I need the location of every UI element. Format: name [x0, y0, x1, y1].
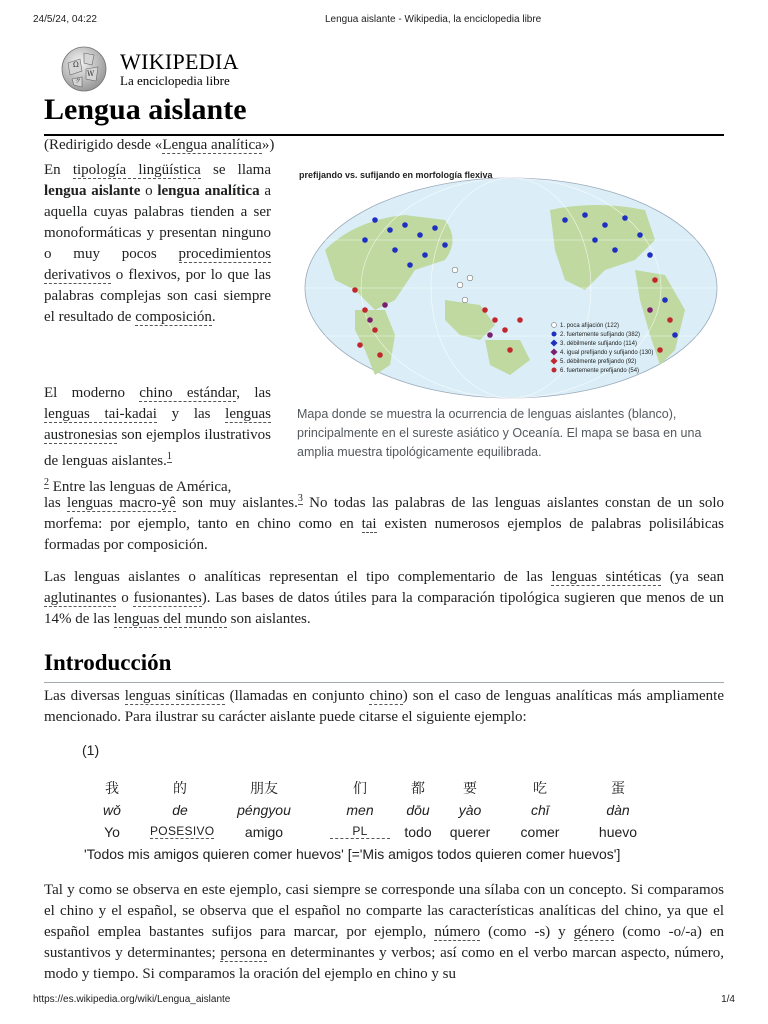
- footnote-2[interactable]: 2: [44, 477, 49, 488]
- gloss-hanzi-2: 朋友: [250, 780, 278, 796]
- section-heading-introduccion: Introducción: [44, 650, 172, 675]
- gloss-hanzi-3: 们: [353, 780, 367, 796]
- footnote-1[interactable]: 1: [166, 451, 172, 462]
- gloss-hanzi-5: 要: [463, 780, 477, 796]
- gloss-hanzi-7: 蛋: [611, 780, 625, 796]
- gloss-pinyin-7: dàn: [606, 802, 630, 818]
- gloss-spanish-3[interactable]: PL: [330, 824, 390, 839]
- link-chino[interactable]: chino: [369, 688, 403, 704]
- gloss-spanish-7: huevo: [598, 824, 638, 840]
- gloss-pinyin-2: péngyou: [237, 802, 291, 818]
- gloss-hanzi-0: 我: [105, 780, 119, 796]
- svg-text:Ω: Ω: [73, 61, 79, 69]
- link-lenguas-del-mundo[interactable]: lenguas del mundo: [113, 611, 227, 627]
- svg-text:ク: ク: [75, 78, 82, 85]
- gloss-hanzi-1: 的: [173, 780, 187, 796]
- legend-item-6: 6. fuertemente prefijando (54): [560, 368, 640, 374]
- legend-item-4: 4. igual prefijando y sufijando (130): [560, 350, 654, 356]
- example-number: (1): [82, 742, 100, 758]
- section-paragraph-2: Tal y como se observa en este ejemplo, casi siempre se corresponde una sílaba con un concepto. Si comparamos el chino y el español, se observa que el español no comparte las características analíticas del chino, ya que el español emplea bastantes sufijos para marcar, por ejemplo, número (como -s) y género (como -o/-a) en sustantivos y determinantes; persona en determinantes y verbos; así como en el verbo marcan aspecto, número, modo y tiempo. Si comparamos la oración del ejemplo en chino y su: [44, 882, 724, 982]
- intro-paragraph-2-continued: las lenguas macro-yê son muy aislantes.$^3$ No todas las palabras de las lenguas aislantes constan de un solo morfema: por ejemplo, tanto en chino como en tai existen numerosos ejemplos de palabras polisilábicas formadas por composición.: [44, 493, 725, 553]
- intro-paragraph-2: El moderno chino estándar, las lenguas tai-kadai y las lenguas austronesias son ejemplos ilustrativos de lenguas aislantes.$^1$ $^2$ Entre las lenguas de América,: [44, 385, 271, 495]
- gloss-spanish-0: Yo: [104, 824, 120, 840]
- print-datetime: 24/5/24, 04:22: [33, 14, 97, 25]
- world-map-image: [295, 160, 725, 410]
- legend-item-1: 1. poca afijación (122): [560, 323, 620, 329]
- svg-text:W: W: [87, 70, 95, 78]
- gloss-spanish-1[interactable]: POSESIVO: [150, 824, 215, 838]
- redirect-notice: (Redirigido desde «Lengua analítica»): [44, 137, 275, 153]
- redirect-link[interactable]: Lengua analítica: [162, 137, 262, 153]
- link-macro-ye[interactable]: lenguas macro-yê: [67, 495, 176, 511]
- section-divider: [44, 682, 724, 683]
- link-chino-estandar[interactable]: chino estándar: [139, 385, 237, 401]
- gloss-pinyin-6: chī: [531, 802, 549, 818]
- intro-paragraph-1: En tipología lingüística se llama lengua aislante o lengua analítica a aquella cuyas palabras tienden a ser monoformáticas y presentan ninguno o muy pocos procedimientos derivativos o flexivos, por lo que las palabras complejas son casi siempre el resultado de composición.: [44, 162, 271, 325]
- link-tai-kadai[interactable]: lenguas tai-kadai: [44, 406, 157, 422]
- gloss-spanish-2: amigo: [244, 824, 284, 840]
- figure-caption: Mapa donde se muestra la ocurrencia de lenguas aislantes (blanco), principalmente en el sureste asiático y Oceanía. El mapa se basa en una amplia muestra tipológicamente equilibrada.: [297, 407, 702, 459]
- link-aglutinantes[interactable]: aglutinantes: [44, 590, 117, 606]
- title-divider: [44, 134, 724, 136]
- link-procedimientos[interactable]: procedimientos derivativos: [44, 246, 271, 283]
- link-composicion[interactable]: composición: [135, 309, 212, 325]
- page-title: Lengua aislante: [44, 93, 247, 126]
- intro-paragraph-3: Las lenguas aislantes o analíticas representan el tipo complementario de las lenguas sintéticas (ya sean aglutinantes o fusionantes). Las bases de datos útiles para la comparación tipológica sugieren que menos de un 14% de las lenguas del mundo son aislantes.: [44, 569, 724, 627]
- link-lenguas-siniticas[interactable]: lenguas siníticas: [124, 688, 225, 704]
- link-austronesias[interactable]: lenguas austronesias: [44, 406, 271, 443]
- gloss-pinyin-5: yào: [458, 802, 482, 818]
- print-page-title: Lengua aislante - Wikipedia, la enciclopedia libre: [325, 14, 542, 25]
- gloss-hanzi-6: 吃: [533, 780, 547, 796]
- gloss-spanish-6: comer: [520, 824, 560, 840]
- gloss-translation: 'Todos mis amigos quieren comer huevos' [='Mis amigos todos quieren comer huevos']: [84, 846, 621, 862]
- link-numero[interactable]: número: [434, 924, 481, 940]
- puzzle-globe-icon: [60, 45, 108, 93]
- wikipedia-tagline: La enciclopedia libre: [120, 73, 230, 88]
- legend-item-2: 2. fuertemente sufijando (382): [560, 332, 641, 338]
- link-persona[interactable]: persona: [220, 945, 267, 961]
- gloss-spanish-5: querer: [449, 824, 491, 840]
- link-tai[interactable]: tai: [361, 516, 377, 532]
- link-lenguas-sinteticas[interactable]: lenguas sintéticas: [551, 569, 662, 585]
- gloss-pinyin-4: dōu: [406, 802, 430, 818]
- print-url: https://es.wikipedia.org/wiki/Lengua_aislante: [33, 994, 231, 1005]
- print-footer: [33, 994, 735, 1008]
- gloss-pinyin-1: de: [172, 802, 188, 818]
- map-title: prefijando vs. sufijando en morfología flexiva: [299, 170, 493, 180]
- link-tipologia[interactable]: tipología lingüística: [72, 162, 201, 178]
- print-header: [33, 14, 735, 28]
- gloss-pinyin-3: men: [346, 802, 374, 818]
- typology-map-figure[interactable]: [295, 160, 725, 410]
- link-fusionantes[interactable]: fusionantes: [133, 590, 202, 606]
- legend-item-5: 5. débilmente prefijando (92): [560, 359, 637, 365]
- wikipedia-wordmark: WIKIPEDIA: [120, 49, 239, 74]
- print-page-count: 1/4: [721, 994, 735, 1005]
- link-genero[interactable]: género: [573, 924, 615, 940]
- footnote-3[interactable]: 3: [297, 493, 303, 504]
- gloss-pinyin-0: wǒ: [103, 802, 121, 818]
- wikipedia-logo[interactable]: [60, 45, 260, 93]
- gloss-spanish-4: todo: [404, 824, 432, 840]
- legend-item-3: 3. débilmente sufijando (114): [560, 341, 637, 347]
- gloss-hanzi-4: 都: [411, 780, 425, 796]
- section-paragraph-1: Las diversas lenguas siníticas (llamadas en conjunto chino) son el caso de lenguas analíticas más ampliamente mencionado. Para ilustrar su carácter aislante puede citarse el siguiente ejemplo:: [44, 688, 725, 725]
